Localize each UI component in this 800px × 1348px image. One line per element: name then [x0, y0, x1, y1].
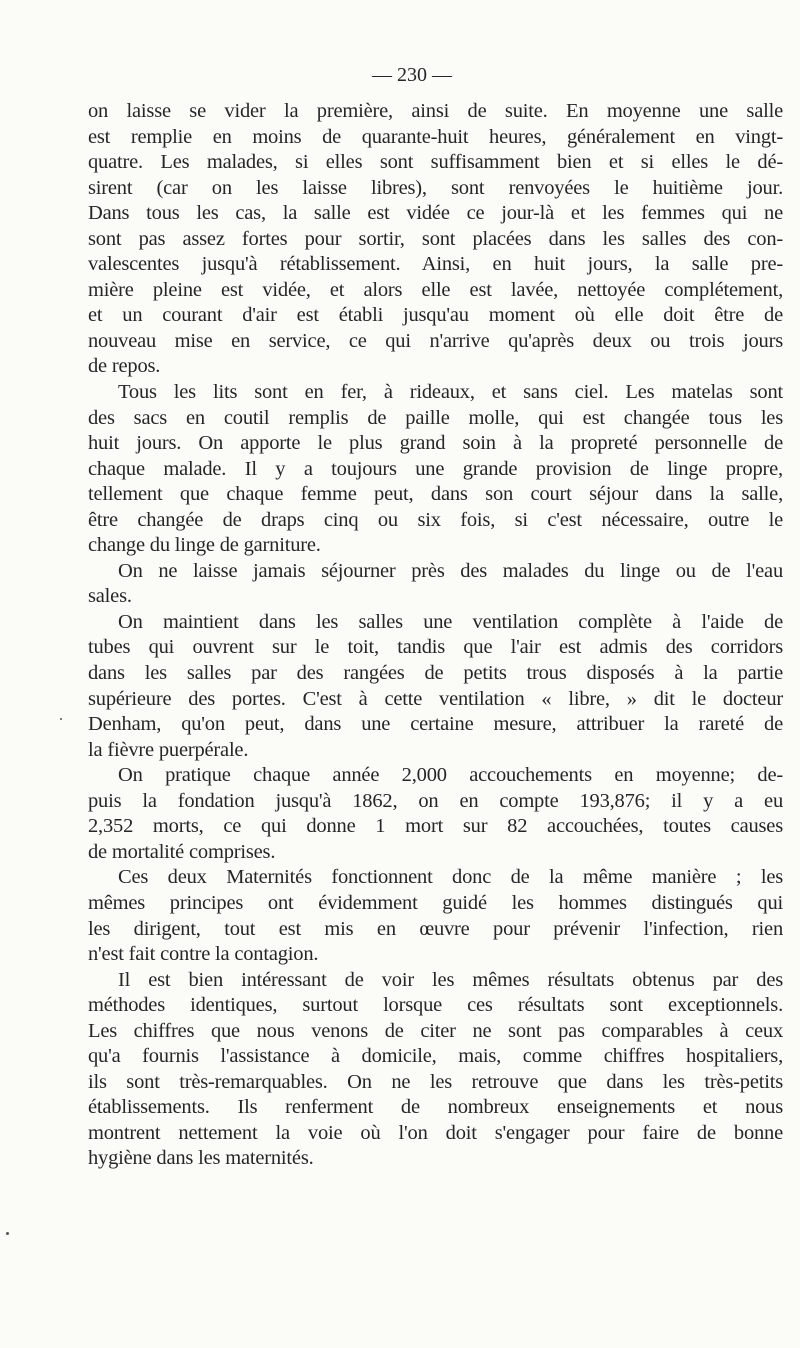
text-line: Denham, qu'on peut, dans une certaine mesure, attribuer la rareté de [88, 713, 783, 736]
text-line: Les chiffres que nous venons de citer ne sont pas comparables à ceux [88, 1019, 783, 1042]
paragraph [88, 99, 783, 380]
text-line: de repos. [88, 355, 161, 378]
text-line: la fièvre puerpérale. [88, 738, 249, 761]
text-line: montrent nettement la voie où l'on doit s'engager pour faire de bonne [88, 1121, 783, 1144]
text-line: nouveau mise en service, ce qui n'arrive qu'après deux ou trois jours [88, 329, 783, 352]
text-line: sirent (car on les laisse libres), sont renvoyées le huitième jour. [88, 176, 783, 199]
text-line: qu'a fournis l'assistance à domicile, mais, comme chiffres hospitaliers, [88, 1045, 783, 1068]
text-line: sont pas assez fortes pour sortir, sont placées dans les salles des con- [88, 227, 783, 250]
text-line: ils sont très-remarquables. On ne les retrouve que dans les très-petits [88, 1070, 783, 1093]
text-line: tellement que chaque femme peut, dans son court séjour dans la salle, [88, 483, 783, 506]
text-line: mêmes principes ont évidemment guidé les hommes distingués qui [88, 891, 783, 914]
paragraph [88, 610, 783, 763]
text-line: méthodes identiques, surtout lorsque ces résultats sont exceptionnels. [88, 994, 783, 1017]
text-line: 2,352 morts, ce qui donne 1 mort sur 82 accouchées, toutes causes [88, 815, 783, 838]
paragraph [88, 865, 783, 967]
page-number: — 230 — [372, 64, 452, 86]
paragraph [88, 559, 783, 610]
body-text [88, 99, 783, 1172]
text-line: Dans tous les cas, la salle est vidée ce jour-là et les femmes qui ne [88, 202, 783, 225]
text-line: on laisse se vider la première, ainsi de suite. En moyenne une salle [88, 100, 783, 122]
text-line: change du linge de garniture. [88, 534, 321, 557]
text-line: Il est bien intéressant de voir les mêmes résultats obtenus par des [118, 968, 783, 991]
text-line: des sacs en coutil remplis de paille molle, qui est changée tous les [88, 406, 783, 429]
text-line: Ces deux Maternités fonctionnent donc de la même manière ; les [118, 866, 783, 889]
text-line: On maintient dans les salles une ventilation complète à l'aide de [118, 610, 783, 633]
text-line: de mortalité comprises. [88, 840, 276, 863]
text-line: n'est fait contre la contagion. [88, 943, 319, 966]
text-line: On ne laisse jamais séjourner près des malades du linge ou de l'eau [118, 559, 783, 582]
text-line: supérieure des portes. C'est à cette ventilation « libre, » dit le docteur [88, 687, 783, 710]
text-line: puis la fondation jusqu'à 1862, on en compte 193,876; il y a eu [88, 789, 783, 812]
text-line: et un courant d'air est établi jusqu'au moment où elle doit être de [88, 304, 783, 327]
scan-speck [6, 1232, 9, 1235]
text-line: sales. [88, 585, 132, 608]
text-line: les dirigent, tout est mis en œuvre pour prévenir l'infection, rien [88, 917, 783, 940]
text-line: établissements. Ils renferment de nombreux enseignements et nous [88, 1096, 783, 1119]
text-line: hygiène dans les maternités. [88, 1147, 314, 1170]
text-line: être changée de draps cinq ou six fois, si c'est nécessaire, outre le [88, 508, 783, 531]
text-line: On pratique chaque année 2,000 accouchements en moyenne; de- [118, 764, 783, 787]
text-line: valescentes jusqu'à rétablissement. Ainsi, en huit jours, la salle pre- [88, 253, 783, 276]
scan-speck [60, 718, 62, 720]
text-line: tubes qui ouvrent sur le toit, tandis que l'air est admis des corridors [88, 636, 783, 659]
text-line: mière pleine est vidée, et alors elle est lavée, nettoyée complétement, [88, 278, 783, 301]
text-line: Tous les lits sont en fer, à rideaux, et sans ciel. Les matelas sont [118, 381, 783, 404]
text-line: chaque malade. Il y a toujours une grande provision de linge propre, [88, 457, 783, 480]
text-line: est remplie en moins de quarante-huit heures, généralement en vingt- [88, 125, 783, 148]
text-line: quatre. Les malades, si elles sont suffisamment bien et si elles le dé- [88, 151, 783, 174]
text-line: huit jours. On apporte le plus grand soin à la propreté personnelle de [88, 432, 783, 455]
paragraph [88, 968, 783, 1172]
paragraph [88, 380, 783, 559]
paragraph [88, 763, 783, 865]
text-line: dans les salles par des rangées de petits trous disposés à la partie [88, 662, 783, 685]
